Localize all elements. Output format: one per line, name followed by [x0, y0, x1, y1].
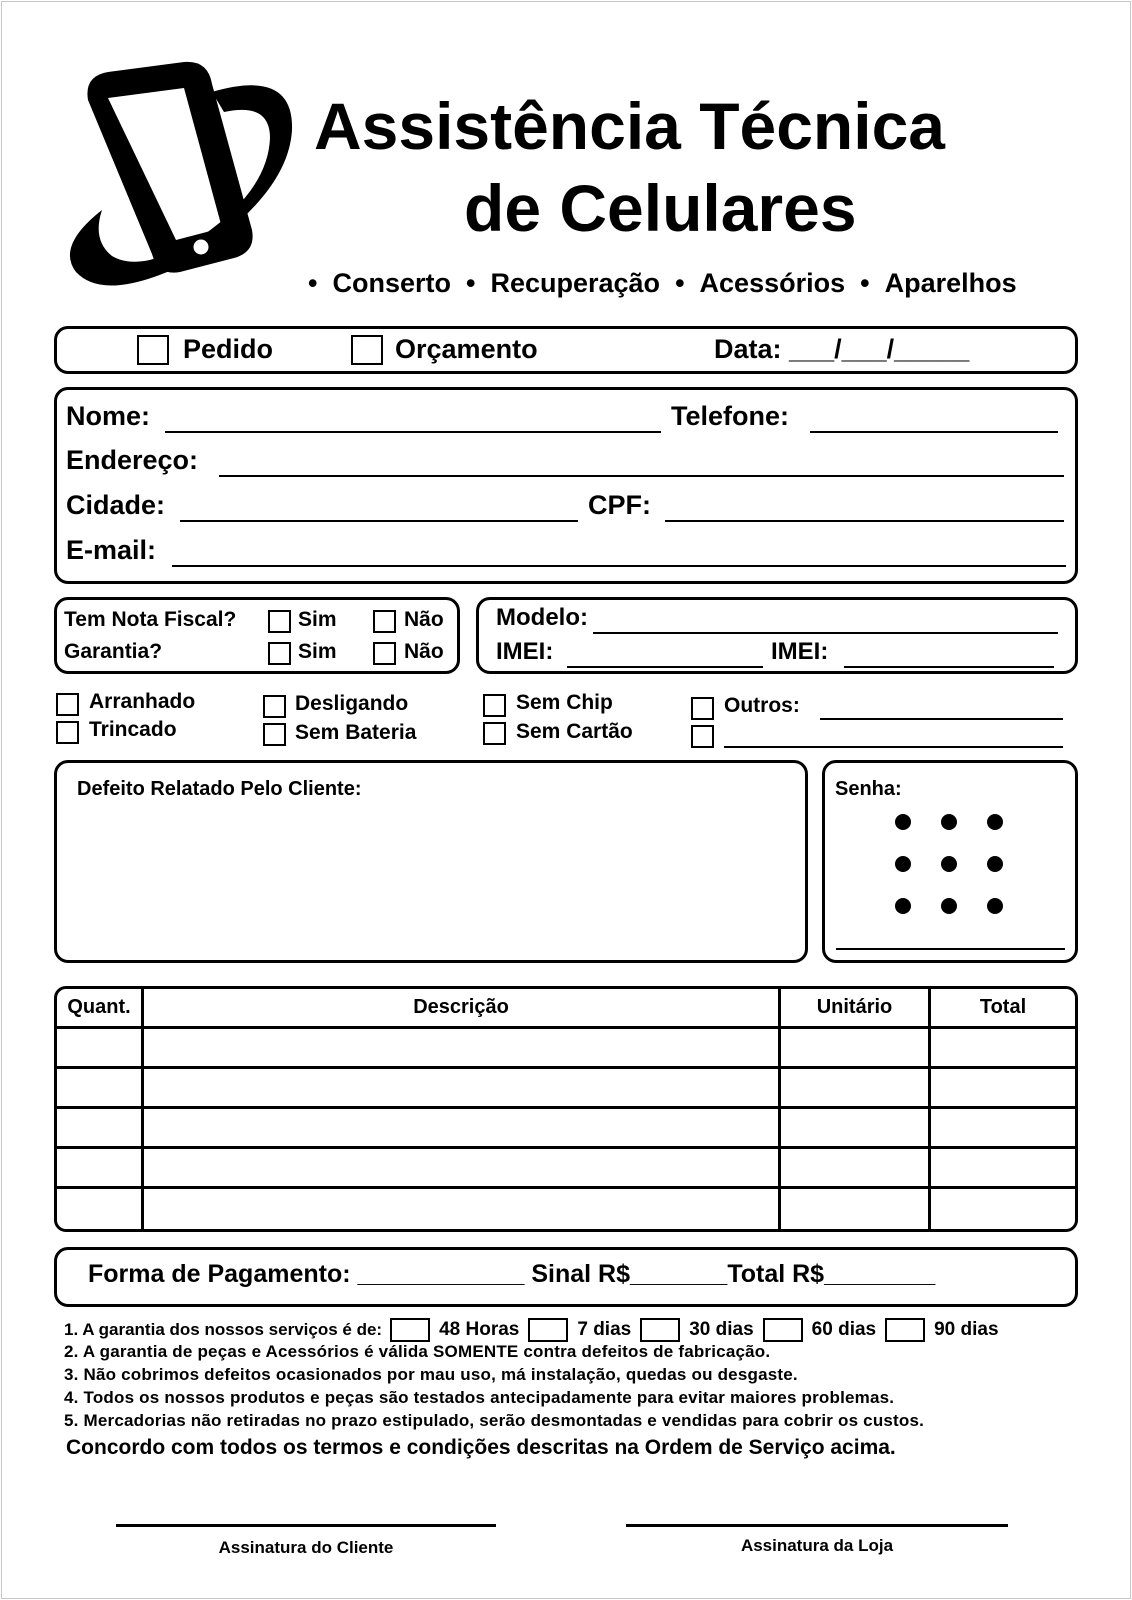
table-row: [57, 1069, 1075, 1109]
table-row: [57, 1109, 1075, 1149]
column-header: Descrição: [144, 989, 781, 1029]
sem-bateria-checkbox[interactable]: [263, 723, 286, 746]
title-line-2: de Celulares: [464, 171, 857, 245]
table-row: [57, 1029, 1075, 1069]
condition-label: Sem Bateria: [295, 721, 417, 744]
pattern-dot[interactable]: [941, 856, 957, 872]
warranty-30d-checkbox[interactable]: [640, 1318, 680, 1342]
service-item: Recuperação: [490, 268, 661, 298]
nota-no-label: Não: [404, 608, 444, 631]
table-header-row: [57, 989, 1075, 1029]
bullet: •: [466, 268, 476, 298]
bullet: •: [860, 268, 870, 298]
warranty-60d-checkbox[interactable]: [763, 1318, 803, 1342]
condition-label: Trincado: [89, 718, 177, 741]
pattern-dot[interactable]: [895, 856, 911, 872]
garantia-no-checkbox[interactable]: [373, 642, 396, 665]
term-3: 3. Não cobrimos defeitos ocasionados por mau uso, má instalação, quedas ou desgaste.: [64, 1365, 798, 1384]
outros-checkbox[interactable]: [691, 697, 714, 720]
garantia-yes-checkbox[interactable]: [268, 642, 291, 665]
total-blank: ________: [824, 1260, 936, 1288]
payment-method-label: Forma de Pagamento:: [88, 1260, 351, 1288]
items-table: [54, 986, 1078, 1232]
nota-yes-checkbox[interactable]: [268, 610, 291, 633]
payment-method-blank: ____________: [357, 1260, 525, 1288]
arranhado-checkbox[interactable]: [56, 693, 79, 716]
warranty-option: 30 dias: [689, 1319, 754, 1340]
password-label: Senha:: [835, 778, 902, 800]
pattern-dot[interactable]: [987, 856, 1003, 872]
condition-label: Sem Cartão: [516, 720, 633, 743]
name-field[interactable]: [165, 401, 661, 433]
imei-label-1: IMEI:: [496, 638, 554, 665]
agreement-text: Concordo com todos os termos e condições descritas na Ordem de Serviço acima.: [66, 1436, 896, 1459]
nota-no-checkbox[interactable]: [373, 610, 396, 633]
service-item: Acessórios: [699, 268, 846, 298]
imei-field-1[interactable]: [567, 638, 763, 668]
table-row: [57, 1189, 1075, 1229]
warranty-7d-checkbox[interactable]: [528, 1318, 568, 1342]
bullet: •: [308, 268, 318, 298]
description-cell[interactable]: [144, 1029, 781, 1069]
pedido-label: Pedido: [183, 334, 274, 364]
warranty-option: 7 dias: [577, 1319, 632, 1340]
services-list: [308, 268, 1017, 299]
description-cell[interactable]: [144, 1109, 781, 1149]
name-label: Nome:: [66, 401, 151, 431]
client-signature-label: Assinatura do Cliente: [218, 1538, 394, 1557]
garantia-label: Garantia?: [64, 640, 163, 663]
pattern-dot[interactable]: [987, 814, 1003, 830]
pattern-dot[interactable]: [895, 814, 911, 830]
unit-cell[interactable]: [781, 1189, 931, 1229]
bullet: •: [675, 268, 685, 298]
orcamento-label: Orçamento: [395, 334, 538, 364]
model-label: Modelo:: [496, 604, 588, 631]
nota-fiscal-label: Tem Nota Fiscal?: [64, 608, 237, 631]
city-label: Cidade:: [66, 490, 166, 520]
order-type-row: [137, 334, 538, 365]
date-blank: ___/___/_____: [789, 334, 970, 364]
title-line-1: Assistência Técnica: [314, 89, 945, 163]
total-label: Total R$: [727, 1260, 825, 1288]
warranty-option: 90 dias: [934, 1319, 999, 1340]
extra-checkbox[interactable]: [691, 725, 714, 748]
condition-label: Arranhado: [89, 690, 196, 713]
password-field[interactable]: [836, 930, 1065, 950]
term-4: 4. Todos os nossos produtos e peças são testados antecipadamente para evitar maiores problemas.: [64, 1388, 895, 1407]
pattern-dot[interactable]: [895, 898, 911, 914]
total-cell[interactable]: [931, 1149, 1075, 1189]
condition-label: Sem Chip: [516, 691, 613, 714]
term-1-text: 1. A garantia dos nossos serviços é de:: [64, 1320, 383, 1339]
phone-orbit-logo-icon: [62, 60, 302, 290]
garantia-no-label: Não: [404, 640, 444, 663]
table-row: [57, 1149, 1075, 1189]
orcamento-checkbox[interactable]: [351, 335, 383, 365]
unit-cell[interactable]: [781, 1149, 931, 1189]
warranty-90d-checkbox[interactable]: [885, 1318, 925, 1342]
total-cell[interactable]: [931, 1109, 1075, 1149]
email-field[interactable]: [172, 535, 1066, 567]
model-field[interactable]: [593, 604, 1058, 634]
total-cell[interactable]: [931, 1029, 1075, 1069]
sem-chip-checkbox[interactable]: [483, 694, 506, 717]
qty-cell[interactable]: [57, 1189, 144, 1229]
phone-field[interactable]: [810, 401, 1058, 433]
description-cell[interactable]: [144, 1189, 781, 1229]
cpf-label: CPF:: [588, 490, 651, 520]
warranty-48h-checkbox[interactable]: [390, 1318, 430, 1342]
pedido-checkbox[interactable]: [137, 335, 169, 365]
total-cell[interactable]: [931, 1189, 1075, 1229]
unit-cell[interactable]: [781, 1069, 931, 1109]
phone-label: Telefone:: [671, 401, 790, 431]
pattern-dot[interactable]: [941, 814, 957, 830]
outros-field[interactable]: [820, 694, 1063, 720]
cpf-field[interactable]: [665, 490, 1064, 522]
warranty-option: 48 Horas: [439, 1319, 520, 1340]
email-label: E-mail:: [66, 535, 157, 565]
defect-label: Defeito Relatado Pelo Cliente:: [77, 778, 362, 800]
client-signature-line[interactable]: [116, 1524, 496, 1527]
qty-cell[interactable]: [57, 1149, 144, 1189]
outros-label: Outros:: [724, 694, 800, 717]
pattern-dot[interactable]: [987, 898, 1003, 914]
qty-cell[interactable]: [57, 1029, 144, 1069]
address-label: Endereço:: [66, 445, 199, 475]
sem-cartao-checkbox[interactable]: [483, 722, 506, 745]
extra-field[interactable]: [724, 722, 1063, 748]
city-field[interactable]: [180, 490, 578, 522]
term-2: 2. A garantia de peças e Acessórios é válida SOMENTE contra defeitos de fabricação.: [64, 1342, 771, 1361]
column-header: Total: [931, 989, 1075, 1029]
imei-label-2: IMEI:: [771, 638, 829, 665]
imei-field-2[interactable]: [844, 638, 1054, 668]
nota-yes-label: Sim: [298, 608, 337, 631]
address-field[interactable]: [219, 445, 1064, 477]
desligando-checkbox[interactable]: [263, 695, 286, 718]
description-cell[interactable]: [144, 1069, 781, 1109]
date-label: Data:: [714, 334, 782, 364]
condition-label: Desligando: [295, 692, 409, 715]
service-item: Conserto: [332, 268, 451, 298]
garantia-yes-label: Sim: [298, 640, 337, 663]
date-field[interactable]: [714, 334, 969, 365]
description-cell[interactable]: [144, 1149, 781, 1189]
qty-cell[interactable]: [57, 1109, 144, 1149]
pattern-dot[interactable]: [941, 898, 957, 914]
unit-cell[interactable]: [781, 1029, 931, 1069]
signal-label: Sinal R$: [531, 1260, 630, 1288]
store-signature-line[interactable]: [626, 1524, 1008, 1527]
trincado-checkbox[interactable]: [56, 721, 79, 744]
column-header: Quant.: [57, 989, 144, 1029]
signal-blank: _______: [629, 1260, 728, 1288]
term-5: 5. Mercadorias não retiradas no prazo estipulado, serão desmontadas e vendidas para cobrir os custos.: [64, 1411, 925, 1430]
column-header: Unitário: [781, 989, 931, 1029]
total-cell[interactable]: [931, 1069, 1075, 1109]
payment-row[interactable]: [88, 1260, 935, 1289]
service-item: Aparelhos: [884, 268, 1017, 298]
store-signature-label: Assinatura da Loja: [740, 1536, 894, 1555]
warranty-option: 60 dias: [811, 1319, 877, 1340]
term-1: [64, 1318, 999, 1342]
unit-cell[interactable]: [781, 1109, 931, 1149]
qty-cell[interactable]: [57, 1069, 144, 1109]
